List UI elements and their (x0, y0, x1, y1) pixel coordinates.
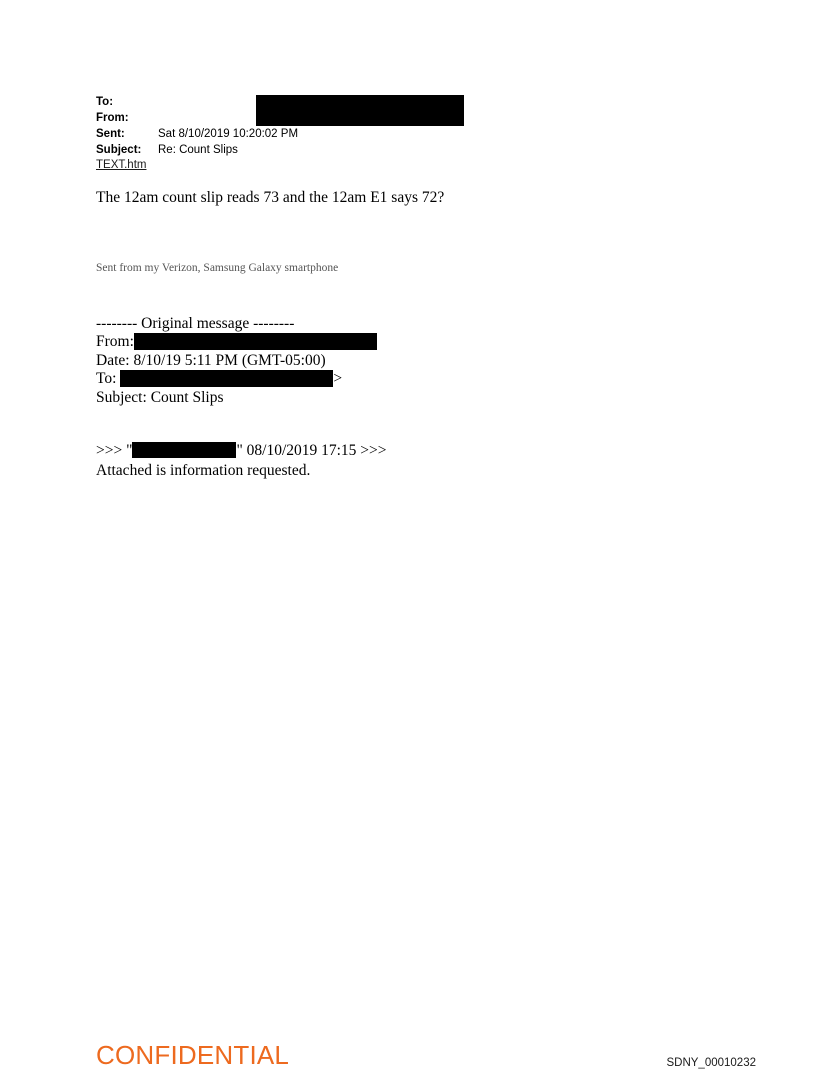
header-row-subject (96, 142, 696, 158)
quoted-text: Attached is information requested. (96, 462, 311, 479)
original-date-value: 8/10/19 5:11 PM (GMT-05:00) (133, 352, 326, 369)
original-from-label: From: (96, 333, 134, 350)
original-to-suffix: > (333, 370, 343, 387)
to-label: To: (96, 96, 114, 108)
original-subject-row (96, 389, 223, 407)
quote-suffix: " 08/10/2019 17:15 >>> (236, 442, 387, 459)
original-subject-value: Count Slips (150, 389, 224, 406)
quote-prefix: >>> " (96, 442, 133, 459)
subject-label: Subject: (96, 144, 142, 156)
original-to-row (96, 370, 342, 388)
quoted-attribution (96, 442, 387, 460)
redaction-original-from (134, 333, 377, 350)
redaction-quoted-name (132, 442, 236, 458)
redaction-original-to (120, 370, 333, 387)
original-to-label: To: (96, 370, 117, 387)
redaction-to-from (256, 95, 464, 126)
from-label: From: (96, 112, 129, 124)
confidential-stamp: CONFIDENTIAL (96, 1040, 290, 1070)
subject-value: Re: Count Slips (158, 144, 238, 156)
original-date-row (96, 352, 326, 370)
email-header (96, 94, 696, 158)
bates-number: SDNY_00010232 (666, 1057, 756, 1069)
original-from-row (96, 333, 377, 351)
attachment-link[interactable]: TEXT.htm (96, 159, 147, 171)
original-message-separator: -------- Original message -------- (96, 315, 295, 332)
original-date-label: Date: (96, 352, 130, 369)
original-subject-label: Subject: (96, 389, 147, 406)
header-row-sent (96, 126, 696, 142)
sent-label: Sent: (96, 128, 125, 140)
email-signature: Sent from my Verizon, Samsung Galaxy smartphone (96, 262, 339, 274)
message-body: The 12am count slip reads 73 and the 12am E1 says 72? (96, 189, 445, 206)
sent-value: Sat 8/10/2019 10:20:02 PM (158, 128, 299, 140)
